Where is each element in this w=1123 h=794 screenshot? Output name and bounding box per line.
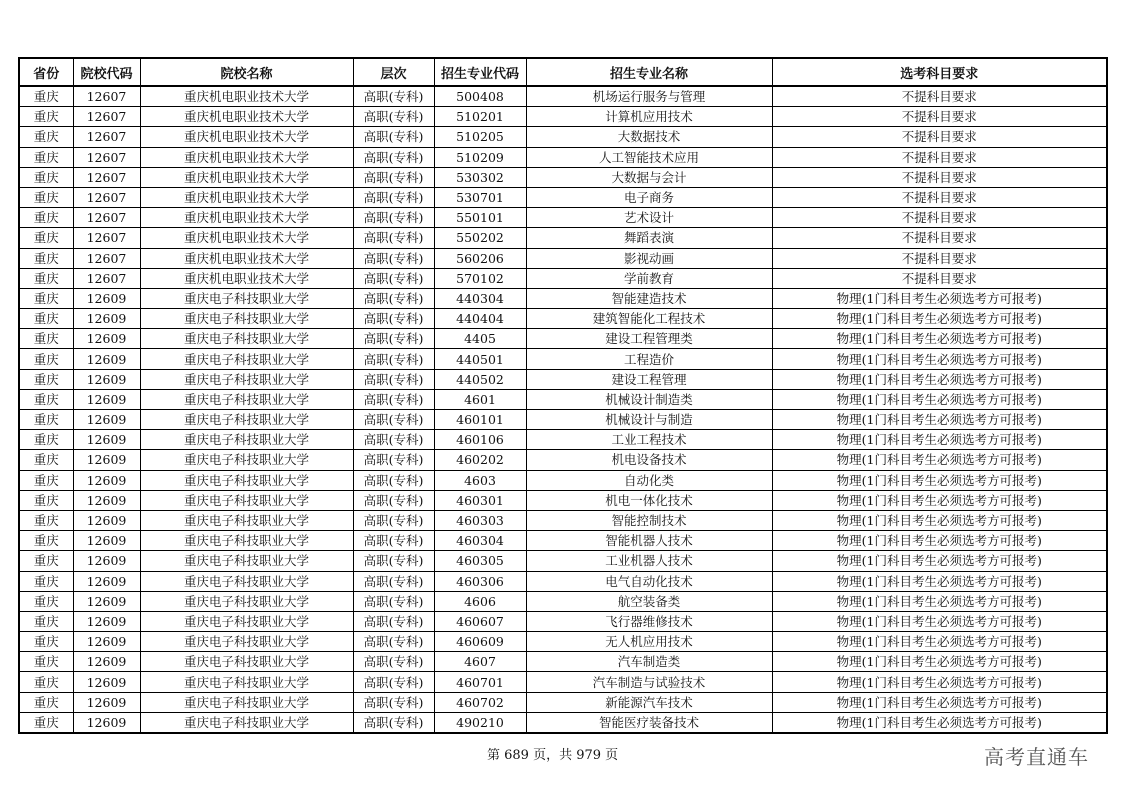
cell-level: 高职(专科) (353, 551, 434, 571)
cell-major-name: 工业机器人技术 (526, 551, 772, 571)
table-row (19, 349, 1107, 369)
cell-major-name: 大数据技术 (526, 127, 772, 147)
table-row (19, 531, 1107, 551)
cell-major-code: 460106 (434, 430, 526, 450)
cell-major-code: 4607 (434, 652, 526, 672)
cell-major-name: 舞蹈表演 (526, 228, 772, 248)
cell-major-name: 工业工程技术 (526, 430, 772, 450)
cell-school-code: 12609 (73, 652, 140, 672)
column-header-major-code: 招生专业代码 (434, 58, 526, 86)
brand-watermark: 高考直通车 (984, 745, 1089, 769)
cell-school-code: 12609 (73, 531, 140, 551)
cell-school-code: 12607 (73, 228, 140, 248)
cell-subject-requirement: 物理(1门科目考生必须选考方可报考) (772, 692, 1107, 712)
cell-province: 重庆 (19, 490, 73, 510)
table-row (19, 571, 1107, 591)
table-row (19, 430, 1107, 450)
cell-school-name: 重庆电子科技职业大学 (140, 712, 353, 733)
table-row (19, 591, 1107, 611)
cell-subject-requirement: 物理(1门科目考生必须选考方可报考) (772, 389, 1107, 409)
cell-school-code: 12609 (73, 410, 140, 430)
cell-school-code: 12609 (73, 288, 140, 308)
cell-school-code: 12609 (73, 329, 140, 349)
cell-level: 高职(专科) (353, 167, 434, 187)
cell-subject-requirement: 物理(1门科目考生必须选考方可报考) (772, 430, 1107, 450)
cell-major-code: 500408 (434, 86, 526, 107)
cell-school-code: 12609 (73, 490, 140, 510)
cell-province: 重庆 (19, 470, 73, 490)
cell-major-name: 智能建造技术 (526, 288, 772, 308)
cell-major-code: 460303 (434, 510, 526, 530)
table-header-row (19, 58, 1107, 86)
table-row (19, 147, 1107, 167)
cell-major-code: 460702 (434, 692, 526, 712)
cell-major-name: 建筑智能化工程技术 (526, 309, 772, 329)
cell-province: 重庆 (19, 672, 73, 692)
cell-school-name: 重庆机电职业技术大学 (140, 248, 353, 268)
table-row (19, 208, 1107, 228)
cell-subject-requirement: 物理(1门科目考生必须选考方可报考) (772, 410, 1107, 430)
column-header-school-name: 院校名称 (140, 58, 353, 86)
cell-major-code: 460304 (434, 531, 526, 551)
cell-school-code: 12609 (73, 389, 140, 409)
cell-province: 重庆 (19, 450, 73, 470)
cell-major-code: 530701 (434, 187, 526, 207)
page-number: 第 689 页，共 979 页 (487, 748, 619, 763)
cell-school-code: 12609 (73, 430, 140, 450)
cell-level: 高职(专科) (353, 410, 434, 430)
cell-province: 重庆 (19, 692, 73, 712)
cell-level: 高职(专科) (353, 571, 434, 591)
cell-major-name: 人工智能技术应用 (526, 147, 772, 167)
cell-major-code: 440404 (434, 309, 526, 329)
cell-school-code: 12609 (73, 369, 140, 389)
cell-subject-requirement: 物理(1门科目考生必须选考方可报考) (772, 329, 1107, 349)
cell-school-name: 重庆电子科技职业大学 (140, 571, 353, 591)
table-row (19, 450, 1107, 470)
cell-province: 重庆 (19, 268, 73, 288)
cell-school-name: 重庆电子科技职业大学 (140, 591, 353, 611)
cell-province: 重庆 (19, 187, 73, 207)
cell-school-code: 12607 (73, 208, 140, 228)
cell-level: 高职(专科) (353, 712, 434, 733)
cell-subject-requirement: 物理(1门科目考生必须选考方可报考) (772, 490, 1107, 510)
cell-school-name: 重庆电子科技职业大学 (140, 672, 353, 692)
cell-major-code: 460202 (434, 450, 526, 470)
table-row (19, 652, 1107, 672)
cell-province: 重庆 (19, 167, 73, 187)
cell-subject-requirement: 物理(1门科目考生必须选考方可报考) (772, 510, 1107, 530)
table-row (19, 369, 1107, 389)
cell-province: 重庆 (19, 349, 73, 369)
cell-subject-requirement: 物理(1门科目考生必须选考方可报考) (772, 632, 1107, 652)
cell-level: 高职(专科) (353, 692, 434, 712)
cell-province: 重庆 (19, 107, 73, 127)
cell-major-name: 汽车制造与试验技术 (526, 672, 772, 692)
cell-province: 重庆 (19, 389, 73, 409)
cell-level: 高职(专科) (353, 632, 434, 652)
cell-subject-requirement: 不提科目要求 (772, 228, 1107, 248)
cell-level: 高职(专科) (353, 268, 434, 288)
cell-major-code: 510201 (434, 107, 526, 127)
cell-school-code: 12609 (73, 571, 140, 591)
cell-major-name: 机电一体化技术 (526, 490, 772, 510)
cell-major-code: 440501 (434, 349, 526, 369)
admission-table (18, 57, 1108, 734)
cell-level: 高职(专科) (353, 107, 434, 127)
cell-major-name: 机械设计制造类 (526, 389, 772, 409)
cell-level: 高职(专科) (353, 187, 434, 207)
cell-subject-requirement: 不提科目要求 (772, 187, 1107, 207)
cell-school-name: 重庆电子科技职业大学 (140, 329, 353, 349)
cell-province: 重庆 (19, 329, 73, 349)
cell-major-name: 自动化类 (526, 470, 772, 490)
cell-province: 重庆 (19, 86, 73, 107)
cell-major-name: 飞行器维修技术 (526, 611, 772, 631)
column-header-province: 省份 (19, 58, 73, 86)
cell-major-code: 490210 (434, 712, 526, 733)
cell-school-code: 12607 (73, 187, 140, 207)
cell-province: 重庆 (19, 410, 73, 430)
cell-major-name: 电气自动化技术 (526, 571, 772, 591)
table-row (19, 309, 1107, 329)
cell-province: 重庆 (19, 430, 73, 450)
cell-subject-requirement: 不提科目要求 (772, 86, 1107, 107)
cell-subject-requirement: 物理(1门科目考生必须选考方可报考) (772, 652, 1107, 672)
cell-school-name: 重庆电子科技职业大学 (140, 652, 353, 672)
cell-province: 重庆 (19, 571, 73, 591)
column-header-subject-requirement: 选考科目要求 (772, 58, 1107, 86)
column-header-level: 层次 (353, 58, 434, 86)
table-row (19, 288, 1107, 308)
cell-major-code: 4601 (434, 389, 526, 409)
cell-subject-requirement: 物理(1门科目考生必须选考方可报考) (772, 611, 1107, 631)
cell-province: 重庆 (19, 611, 73, 631)
cell-school-code: 12609 (73, 692, 140, 712)
cell-school-code: 12609 (73, 349, 140, 369)
cell-province: 重庆 (19, 510, 73, 530)
cell-subject-requirement: 不提科目要求 (772, 208, 1107, 228)
cell-school-code: 12607 (73, 248, 140, 268)
cell-school-code: 12609 (73, 632, 140, 652)
cell-major-code: 560206 (434, 248, 526, 268)
cell-province: 重庆 (19, 591, 73, 611)
cell-major-name: 机电设备技术 (526, 450, 772, 470)
cell-major-code: 550101 (434, 208, 526, 228)
cell-school-name: 重庆电子科技职业大学 (140, 692, 353, 712)
table-row (19, 470, 1107, 490)
cell-province: 重庆 (19, 551, 73, 571)
cell-level: 高职(专科) (353, 672, 434, 692)
cell-subject-requirement: 不提科目要求 (772, 268, 1107, 288)
cell-major-code: 4606 (434, 591, 526, 611)
cell-major-name: 新能源汽车技术 (526, 692, 772, 712)
cell-subject-requirement: 物理(1门科目考生必须选考方可报考) (772, 591, 1107, 611)
table-row (19, 228, 1107, 248)
table-row (19, 248, 1107, 268)
cell-level: 高职(专科) (353, 288, 434, 308)
table-row (19, 107, 1107, 127)
cell-subject-requirement: 不提科目要求 (772, 127, 1107, 147)
cell-level: 高职(专科) (353, 531, 434, 551)
cell-school-name: 重庆电子科技职业大学 (140, 450, 353, 470)
cell-level: 高职(专科) (353, 329, 434, 349)
cell-school-name: 重庆电子科技职业大学 (140, 349, 353, 369)
cell-school-name: 重庆机电职业技术大学 (140, 167, 353, 187)
cell-major-code: 4405 (434, 329, 526, 349)
cell-subject-requirement: 物理(1门科目考生必须选考方可报考) (772, 672, 1107, 692)
cell-school-code: 12609 (73, 591, 140, 611)
cell-major-code: 510209 (434, 147, 526, 167)
cell-level: 高职(专科) (353, 510, 434, 530)
table-row (19, 389, 1107, 409)
cell-major-name: 智能控制技术 (526, 510, 772, 530)
cell-school-name: 重庆电子科技职业大学 (140, 369, 353, 389)
table-row (19, 329, 1107, 349)
table-row (19, 632, 1107, 652)
cell-school-code: 12609 (73, 470, 140, 490)
cell-level: 高职(专科) (353, 248, 434, 268)
cell-subject-requirement: 不提科目要求 (772, 248, 1107, 268)
cell-major-name: 智能机器人技术 (526, 531, 772, 551)
cell-school-name: 重庆电子科技职业大学 (140, 430, 353, 450)
table-row (19, 86, 1107, 107)
cell-school-code: 12607 (73, 167, 140, 187)
column-header-major-name: 招生专业名称 (526, 58, 772, 86)
cell-level: 高职(专科) (353, 86, 434, 107)
cell-school-code: 12609 (73, 510, 140, 530)
cell-level: 高职(专科) (353, 490, 434, 510)
cell-school-name: 重庆电子科技职业大学 (140, 632, 353, 652)
cell-school-code: 12609 (73, 672, 140, 692)
cell-level: 高职(专科) (353, 591, 434, 611)
cell-major-name: 艺术设计 (526, 208, 772, 228)
cell-major-name: 学前教育 (526, 268, 772, 288)
cell-province: 重庆 (19, 208, 73, 228)
cell-school-name: 重庆电子科技职业大学 (140, 470, 353, 490)
cell-major-name: 航空装备类 (526, 591, 772, 611)
cell-school-name: 重庆电子科技职业大学 (140, 551, 353, 571)
cell-school-name: 重庆电子科技职业大学 (140, 510, 353, 530)
cell-major-code: 460305 (434, 551, 526, 571)
cell-subject-requirement: 物理(1门科目考生必须选考方可报考) (772, 309, 1107, 329)
cell-subject-requirement: 不提科目要求 (772, 167, 1107, 187)
cell-school-code: 12609 (73, 309, 140, 329)
cell-school-name: 重庆电子科技职业大学 (140, 410, 353, 430)
table-row (19, 611, 1107, 631)
cell-level: 高职(专科) (353, 611, 434, 631)
cell-major-name: 机场运行服务与管理 (526, 86, 772, 107)
cell-school-name: 重庆电子科技职业大学 (140, 288, 353, 308)
cell-school-name: 重庆电子科技职业大学 (140, 389, 353, 409)
cell-province: 重庆 (19, 228, 73, 248)
table-row (19, 510, 1107, 530)
cell-school-name: 重庆电子科技职业大学 (140, 531, 353, 551)
cell-subject-requirement: 物理(1门科目考生必须选考方可报考) (772, 450, 1107, 470)
cell-major-name: 大数据与会计 (526, 167, 772, 187)
cell-school-code: 12609 (73, 450, 140, 470)
cell-school-name: 重庆电子科技职业大学 (140, 611, 353, 631)
cell-school-name: 重庆机电职业技术大学 (140, 127, 353, 147)
cell-school-name: 重庆机电职业技术大学 (140, 187, 353, 207)
table-row (19, 127, 1107, 147)
cell-province: 重庆 (19, 288, 73, 308)
cell-school-name: 重庆机电职业技术大学 (140, 107, 353, 127)
cell-subject-requirement: 不提科目要求 (772, 147, 1107, 167)
cell-school-code: 12607 (73, 147, 140, 167)
cell-province: 重庆 (19, 531, 73, 551)
cell-level: 高职(专科) (353, 430, 434, 450)
cell-level: 高职(专科) (353, 228, 434, 248)
table-row (19, 712, 1107, 733)
cell-level: 高职(专科) (353, 127, 434, 147)
cell-province: 重庆 (19, 127, 73, 147)
cell-subject-requirement: 物理(1门科目考生必须选考方可报考) (772, 288, 1107, 308)
cell-level: 高职(专科) (353, 389, 434, 409)
cell-major-code: 510205 (434, 127, 526, 147)
cell-major-code: 440304 (434, 288, 526, 308)
cell-school-name: 重庆机电职业技术大学 (140, 147, 353, 167)
cell-major-code: 460701 (434, 672, 526, 692)
cell-school-code: 12607 (73, 127, 140, 147)
cell-school-name: 重庆电子科技职业大学 (140, 490, 353, 510)
cell-major-code: 530302 (434, 167, 526, 187)
cell-level: 高职(专科) (353, 309, 434, 329)
cell-major-name: 智能医疗装备技术 (526, 712, 772, 733)
cell-province: 重庆 (19, 147, 73, 167)
cell-level: 高职(专科) (353, 470, 434, 490)
cell-school-name: 重庆机电职业技术大学 (140, 86, 353, 107)
cell-level: 高职(专科) (353, 208, 434, 228)
cell-major-name: 计算机应用技术 (526, 107, 772, 127)
cell-province: 重庆 (19, 248, 73, 268)
table-row (19, 167, 1107, 187)
cell-major-name: 电子商务 (526, 187, 772, 207)
cell-level: 高职(专科) (353, 349, 434, 369)
cell-major-code: 460609 (434, 632, 526, 652)
cell-level: 高职(专科) (353, 652, 434, 672)
cell-subject-requirement: 物理(1门科目考生必须选考方可报考) (772, 551, 1107, 571)
cell-major-code: 570102 (434, 268, 526, 288)
cell-province: 重庆 (19, 712, 73, 733)
cell-school-code: 12607 (73, 107, 140, 127)
cell-major-name: 建设工程管理类 (526, 329, 772, 349)
cell-subject-requirement: 物理(1门科目考生必须选考方可报考) (772, 712, 1107, 733)
cell-province: 重庆 (19, 309, 73, 329)
cell-level: 高职(专科) (353, 369, 434, 389)
cell-subject-requirement: 物理(1门科目考生必须选考方可报考) (772, 571, 1107, 591)
table-row (19, 551, 1107, 571)
cell-school-code: 12607 (73, 268, 140, 288)
cell-major-code: 460607 (434, 611, 526, 631)
cell-subject-requirement: 物理(1门科目考生必须选考方可报考) (772, 369, 1107, 389)
cell-subject-requirement: 不提科目要求 (772, 107, 1107, 127)
table-row (19, 490, 1107, 510)
cell-subject-requirement: 物理(1门科目考生必须选考方可报考) (772, 531, 1107, 551)
cell-major-code: 550202 (434, 228, 526, 248)
cell-major-name: 汽车制造类 (526, 652, 772, 672)
cell-school-code: 12609 (73, 611, 140, 631)
cell-major-name: 机械设计与制造 (526, 410, 772, 430)
cell-level: 高职(专科) (353, 147, 434, 167)
cell-level: 高职(专科) (353, 450, 434, 470)
table-row (19, 692, 1107, 712)
table-row (19, 672, 1107, 692)
cell-subject-requirement: 物理(1门科目考生必须选考方可报考) (772, 470, 1107, 490)
cell-school-name: 重庆机电职业技术大学 (140, 228, 353, 248)
cell-major-code: 4603 (434, 470, 526, 490)
cell-school-code: 12609 (73, 712, 140, 733)
cell-major-name: 建设工程管理 (526, 369, 772, 389)
cell-school-name: 重庆机电职业技术大学 (140, 208, 353, 228)
column-header-school-code: 院校代码 (73, 58, 140, 86)
cell-school-name: 重庆电子科技职业大学 (140, 309, 353, 329)
cell-major-code: 440502 (434, 369, 526, 389)
cell-major-name: 无人机应用技术 (526, 632, 772, 652)
table-row (19, 410, 1107, 430)
cell-school-name: 重庆机电职业技术大学 (140, 268, 353, 288)
cell-school-code: 12609 (73, 551, 140, 571)
cell-school-code: 12607 (73, 86, 140, 107)
cell-major-code: 460101 (434, 410, 526, 430)
cell-province: 重庆 (19, 652, 73, 672)
cell-major-name: 影视动画 (526, 248, 772, 268)
cell-major-code: 460306 (434, 571, 526, 591)
cell-major-name: 工程造价 (526, 349, 772, 369)
table-row (19, 268, 1107, 288)
cell-subject-requirement: 物理(1门科目考生必须选考方可报考) (772, 349, 1107, 369)
table-row (19, 187, 1107, 207)
cell-province: 重庆 (19, 369, 73, 389)
cell-province: 重庆 (19, 632, 73, 652)
cell-major-code: 460301 (434, 490, 526, 510)
